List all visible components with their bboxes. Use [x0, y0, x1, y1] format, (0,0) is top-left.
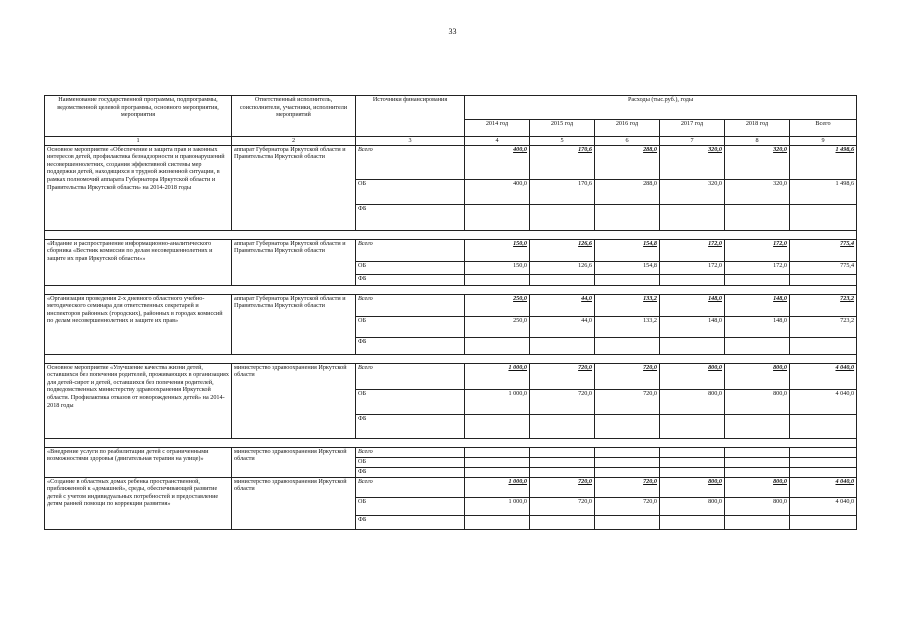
- amount-cell: [595, 337, 660, 354]
- funding-source-fb: ФБ: [356, 515, 465, 529]
- funding-source-fb: ФБ: [356, 337, 465, 354]
- amount-cell: 800,0: [660, 389, 725, 414]
- executor-cell: аппарат Губернатора Иркутской области и Правительства Иркутской области: [232, 145, 356, 230]
- amount-cell: [530, 457, 595, 467]
- amount-cell: 133,2: [595, 294, 660, 316]
- amount-cell: [595, 274, 660, 285]
- amount-cell: [660, 457, 725, 467]
- amount-cell: [660, 447, 725, 457]
- executor-cell: министерство здравоохранения Иркутской области: [232, 363, 356, 438]
- amount-cell: 172,0: [660, 261, 725, 274]
- amount-cell: 800,0: [725, 497, 790, 515]
- amount-cell: 133,2: [595, 316, 660, 337]
- table-body: [45, 145, 857, 529]
- amount-cell: 170,6: [530, 179, 595, 204]
- amount-cell: 126,6: [530, 239, 595, 261]
- funding-source-total: Всего: [356, 239, 465, 261]
- amount-cell: [790, 467, 857, 477]
- amount-cell: 170,6: [530, 145, 595, 179]
- table-row: [45, 363, 857, 389]
- funding-source-total: Всего: [356, 294, 465, 316]
- amount-cell: 320,0: [725, 179, 790, 204]
- amount-cell: 723,2: [790, 294, 857, 316]
- amount-cell: [530, 515, 595, 529]
- amount-cell: 250,0: [465, 294, 530, 316]
- amount-cell: 800,0: [725, 389, 790, 414]
- amount-cell: [465, 337, 530, 354]
- header-funding-source: Источники финансирования: [356, 96, 465, 137]
- page-number: 33: [448, 27, 457, 36]
- amount-cell: 775,4: [790, 239, 857, 261]
- amount-cell: [660, 274, 725, 285]
- amount-cell: [530, 467, 595, 477]
- amount-cell: [725, 274, 790, 285]
- header-expenses: Расходы (тыс.руб.), годы: [465, 96, 857, 120]
- funding-source-ob: ОБ: [356, 261, 465, 274]
- amount-cell: 172,0: [660, 239, 725, 261]
- funding-source-fb: ФБ: [356, 274, 465, 285]
- financing-table: [44, 95, 857, 530]
- amount-cell: 1 000,0: [465, 389, 530, 414]
- amount-cell: [530, 274, 595, 285]
- funding-source-total: Всего: [356, 477, 465, 497]
- separator-cell: [45, 438, 857, 447]
- amount-cell: 775,4: [790, 261, 857, 274]
- column-number: 9: [790, 137, 857, 146]
- amount-cell: 800,0: [660, 477, 725, 497]
- amount-cell: 4 040,0: [790, 497, 857, 515]
- table-row: [45, 447, 857, 457]
- amount-cell: 400,0: [465, 145, 530, 179]
- separator-cell: [45, 354, 857, 363]
- amount-cell: [595, 515, 660, 529]
- table-row: [45, 239, 857, 261]
- executor-cell: министерство здравоохранения Иркутской области: [232, 447, 356, 477]
- amount-cell: [465, 414, 530, 438]
- measure-name: Основное мероприятие «Обеспечение и защита прав и законных интересов детей, профилактика безнадзорности и правонарушений несовершеннолетних, создания эффективной системы мер поддержки детей, находящихся в трудной жизненной ситуации, в рамках полномочий аппарата Губернатора Иркутской области и Правительства Иркутской области» на 2014-2018 годы: [45, 145, 232, 230]
- amount-cell: 172,0: [725, 239, 790, 261]
- header-year: 2016 год: [595, 120, 660, 137]
- header-year: 2018 год: [725, 120, 790, 137]
- measure-name: «Издание и распространение информационно-аналитического сборника «Вестник комиссии по делам несовершеннолетних и защите их прав Иркутской области»»: [45, 239, 232, 285]
- funding-source-total: Всего: [356, 363, 465, 389]
- header-year: 2014 год: [465, 120, 530, 137]
- amount-cell: [790, 447, 857, 457]
- amount-cell: [790, 515, 857, 529]
- amount-cell: [530, 337, 595, 354]
- amount-cell: 800,0: [660, 497, 725, 515]
- amount-cell: [725, 204, 790, 230]
- separator-cell: [45, 230, 857, 239]
- amount-cell: [725, 515, 790, 529]
- amount-cell: [725, 337, 790, 354]
- amount-cell: 250,0: [465, 316, 530, 337]
- amount-cell: 148,0: [725, 316, 790, 337]
- amount-cell: [790, 414, 857, 438]
- amount-cell: 1 498,6: [790, 179, 857, 204]
- funding-source-ob: ОБ: [356, 179, 465, 204]
- funding-source-fb: ФБ: [356, 414, 465, 438]
- amount-cell: 320,0: [660, 179, 725, 204]
- amount-cell: [660, 414, 725, 438]
- amount-cell: 320,0: [660, 145, 725, 179]
- amount-cell: 720,0: [530, 389, 595, 414]
- funding-source-ob: ОБ: [356, 316, 465, 337]
- amount-cell: 154,8: [595, 239, 660, 261]
- amount-cell: 800,0: [725, 363, 790, 389]
- amount-cell: [660, 337, 725, 354]
- column-number: 5: [530, 137, 595, 146]
- amount-cell: 720,0: [595, 389, 660, 414]
- row-separator: [45, 285, 857, 294]
- amount-cell: 148,0: [725, 294, 790, 316]
- column-number: 3: [356, 137, 465, 146]
- amount-cell: 288,0: [595, 179, 660, 204]
- amount-cell: [465, 204, 530, 230]
- header-total: Всего: [790, 120, 857, 137]
- amount-cell: 148,0: [660, 316, 725, 337]
- amount-cell: 720,0: [530, 363, 595, 389]
- amount-cell: 154,8: [595, 261, 660, 274]
- measure-name: «Создание в областных домах ребенка пространственной, приближенной к «домашней», среды, обеспечивающей развитие детей с учетом индивидуальных потребностей и предоставление детям ранней помощи по коррекции развития»: [45, 477, 232, 529]
- measure-name: «Внедрение услуги по реабилитации детей с ограниченными возможностями здоровья (двигательная терапия на улице)»: [45, 447, 232, 477]
- executor-cell: аппарат Губернатора Иркутской области и Правительства Иркутской области: [232, 294, 356, 354]
- funding-source-total: Всего: [356, 447, 465, 457]
- executor-cell: министерство здравоохранения Иркутской области: [232, 477, 356, 529]
- amount-cell: [595, 414, 660, 438]
- funding-source-ob: ОБ: [356, 457, 465, 467]
- amount-cell: [465, 515, 530, 529]
- funding-source-fb: ФБ: [356, 467, 465, 477]
- amount-cell: 1 498,6: [790, 145, 857, 179]
- amount-cell: [530, 414, 595, 438]
- amount-cell: [530, 204, 595, 230]
- measure-name: Основное мероприятие «Улучшение качества жизни детей, оставшихся без попечения родителей, проживающих в организациях для детей-сирот и детей, оставшихся без попечения родителей, подведомственных министерству здравоохранения Иркутской области. Профилактика отказов от новорожденных детей» на 2014-2018 годы: [45, 363, 232, 438]
- header-program-name: Наименование государственной программы, подпрограммы, ведомственной целевой программы, основного мероприятия, мероприятия: [45, 96, 232, 137]
- amount-cell: 720,0: [530, 497, 595, 515]
- amount-cell: 400,0: [465, 179, 530, 204]
- amount-cell: 4 040,0: [790, 389, 857, 414]
- amount-cell: 150,0: [465, 261, 530, 274]
- amount-cell: [595, 447, 660, 457]
- amount-cell: [465, 447, 530, 457]
- funding-source-ob: ОБ: [356, 497, 465, 515]
- amount-cell: [660, 515, 725, 529]
- amount-cell: 720,0: [530, 477, 595, 497]
- table-row: [45, 294, 857, 316]
- amount-cell: 172,0: [725, 261, 790, 274]
- amount-cell: 800,0: [660, 363, 725, 389]
- column-number: 1: [45, 137, 232, 146]
- amount-cell: [595, 467, 660, 477]
- amount-cell: 150,0: [465, 239, 530, 261]
- amount-cell: 44,0: [530, 316, 595, 337]
- funding-source-ob: ОБ: [356, 389, 465, 414]
- amount-cell: [725, 414, 790, 438]
- amount-cell: 1 000,0: [465, 477, 530, 497]
- amount-cell: [595, 457, 660, 467]
- amount-cell: [660, 467, 725, 477]
- column-number: 6: [595, 137, 660, 146]
- header-year: 2015 год: [530, 120, 595, 137]
- amount-cell: [465, 457, 530, 467]
- row-separator: [45, 230, 857, 239]
- amount-cell: [725, 457, 790, 467]
- amount-cell: [530, 447, 595, 457]
- amount-cell: [725, 447, 790, 457]
- amount-cell: [790, 274, 857, 285]
- amount-cell: 148,0: [660, 294, 725, 316]
- amount-cell: 4 040,0: [790, 477, 857, 497]
- amount-cell: 1 000,0: [465, 497, 530, 515]
- header-executor: Ответственный исполнитель, соисполнители, участники, исполнители мероприятий: [232, 96, 356, 137]
- amount-cell: [595, 204, 660, 230]
- column-number: 7: [660, 137, 725, 146]
- amount-cell: [725, 467, 790, 477]
- column-number-row: [45, 137, 857, 146]
- amount-cell: 320,0: [725, 145, 790, 179]
- amount-cell: 126,6: [530, 261, 595, 274]
- funding-source-total: Всего: [356, 145, 465, 179]
- table-row: [45, 145, 857, 179]
- table-row: [45, 477, 857, 497]
- column-number: 8: [725, 137, 790, 146]
- amount-cell: [660, 204, 725, 230]
- amount-cell: 44,0: [530, 294, 595, 316]
- amount-cell: 723,2: [790, 316, 857, 337]
- amount-cell: 720,0: [595, 477, 660, 497]
- amount-cell: [790, 337, 857, 354]
- row-separator: [45, 438, 857, 447]
- funding-source-fb: ФБ: [356, 204, 465, 230]
- amount-cell: [465, 274, 530, 285]
- column-number: 4: [465, 137, 530, 146]
- amount-cell: 720,0: [595, 497, 660, 515]
- column-number: 2: [232, 137, 356, 146]
- measure-name: «Организация проведения 2-х дневного областного учебно-методического семинара для ответственных секретарей и инспекторов районных (городских), районных в городах комиссий по делам несовершеннолетних и защите их прав»: [45, 294, 232, 354]
- amount-cell: 1 000,0: [465, 363, 530, 389]
- separator-cell: [45, 285, 857, 294]
- amount-cell: [790, 457, 857, 467]
- amount-cell: [465, 467, 530, 477]
- amount-cell: 288,0: [595, 145, 660, 179]
- row-separator: [45, 354, 857, 363]
- executor-cell: аппарат Губернатора Иркутской области и Правительства Иркутской области: [232, 239, 356, 285]
- amount-cell: 4 040,0: [790, 363, 857, 389]
- amount-cell: 720,0: [595, 363, 660, 389]
- amount-cell: [790, 204, 857, 230]
- amount-cell: 800,0: [725, 477, 790, 497]
- header-year: 2017 год: [660, 120, 725, 137]
